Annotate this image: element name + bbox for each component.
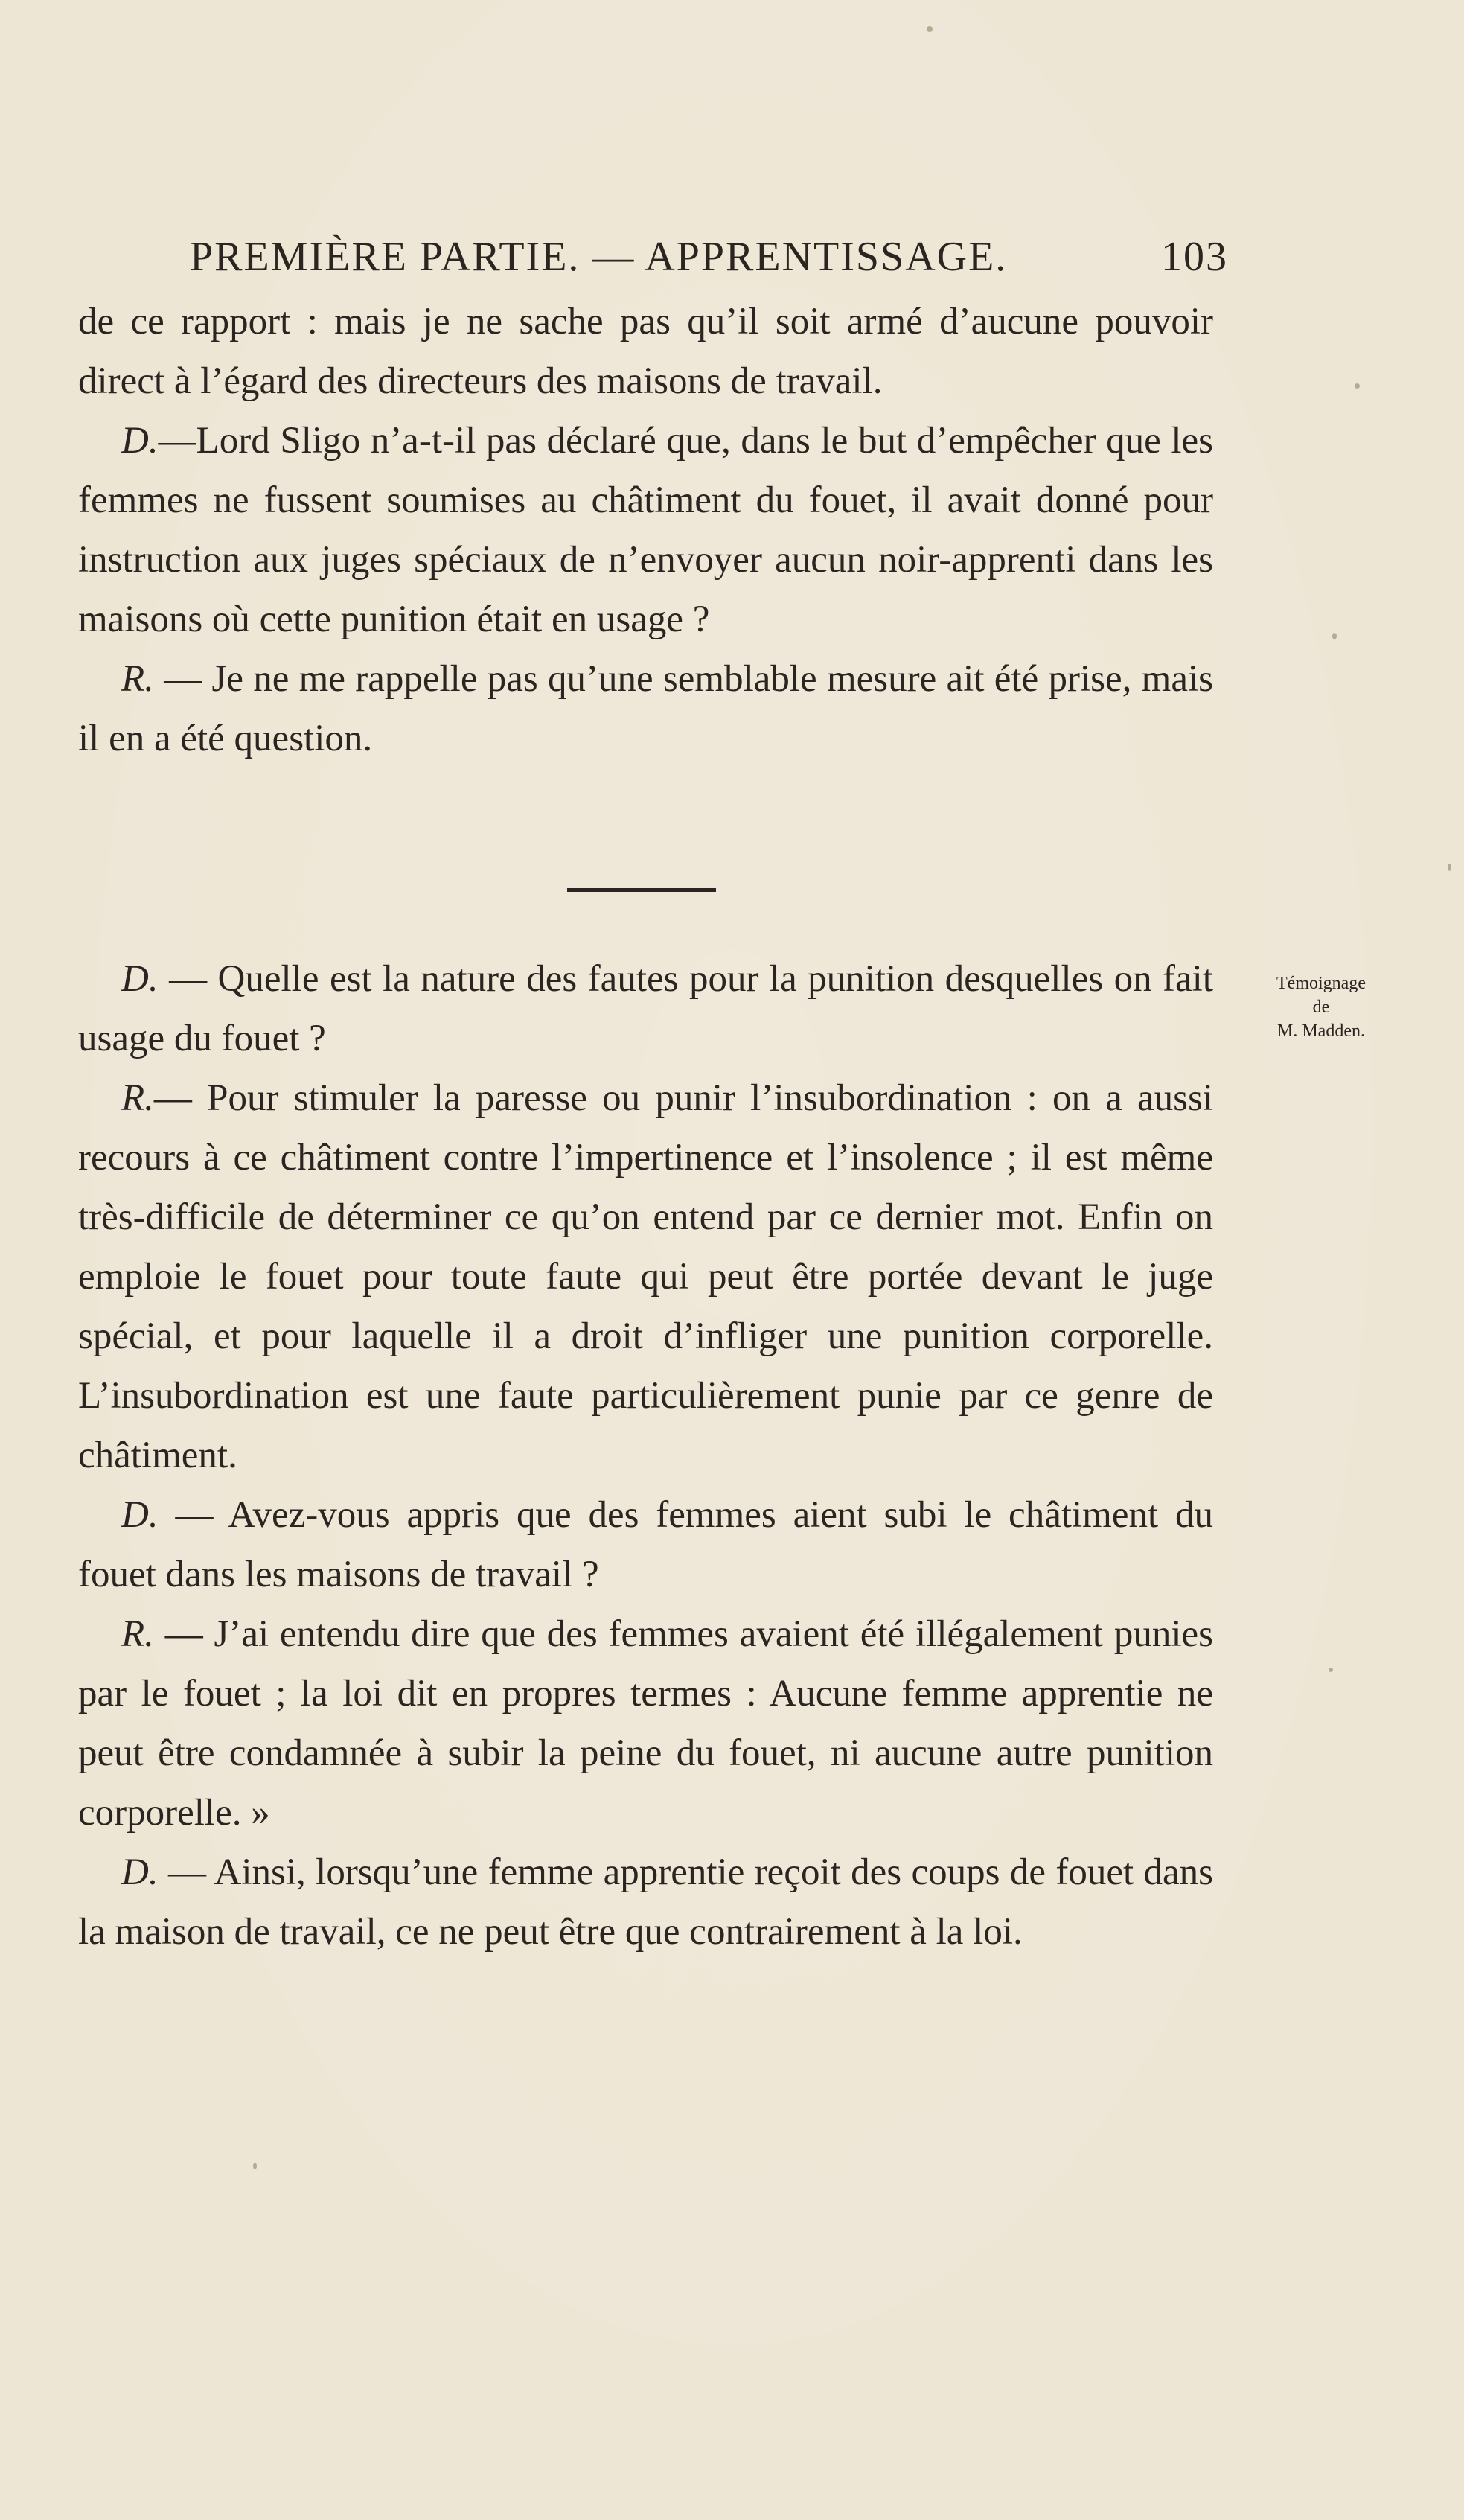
paper-speck xyxy=(1448,864,1451,871)
paragraph xyxy=(78,1843,1213,1962)
paragraph-text: — J’ai entendu dire que des femmes avaient été illégalement punies par le fouet ; la loi dit en propres termes : Aucune femme apprentie ne peut être condamnée à subir la peine du fouet, ni aucune autre punition corporelle. » xyxy=(78,1613,1213,1834)
paper-speck xyxy=(1329,1668,1333,1672)
section-divider xyxy=(567,888,716,892)
paragraph-text: — Je ne me rappelle pas qu’une semblable mesure ait été prise, mais il en a été question. xyxy=(78,658,1213,759)
speaker-label: R. xyxy=(121,1613,154,1655)
paragraph xyxy=(78,1604,1213,1843)
margin-note-line: Témoignage xyxy=(1276,974,1366,993)
paragraph-text: — Quelle est la nature des fautes pour la punition desquelles on fait usage du fouet ? xyxy=(78,958,1213,1059)
speaker-label: R. xyxy=(121,1077,154,1119)
running-head xyxy=(190,227,1228,287)
paragraph xyxy=(78,1485,1213,1604)
speaker-label: R. xyxy=(121,658,154,700)
paragraph-text: — Avez-vous appris que des femmes aient subi le châtiment du fouet dans les maisons de travail ? xyxy=(78,1494,1213,1595)
text-block-bottom xyxy=(78,949,1213,1962)
speaker-label: D. xyxy=(121,1494,159,1536)
running-head-title: PREMIÈRE PARTIE. — APPRENTISSAGE. xyxy=(190,234,1008,280)
speaker-label: D. xyxy=(121,420,159,462)
paragraph xyxy=(78,649,1213,768)
paragraph-text: —Lord Sligo n’a-t-il pas déclaré que, dans le but d’empêcher que les femmes ne fussent soumises au châtiment du fouet, il avait donné pour instruction aux juges spéciaux de n’envoyer aucun noir-apprenti dans les maisons où cette punition était en usage ? xyxy=(78,420,1213,640)
paragraph-text: — Pour stimuler la paresse ou punir l’insubordination : on a aussi recours à ce châtiment contre l’impertinence et l’insolence ; il est même très-difficile de déterminer ce qu’on entend par ce dernier mot. Enfin on emploie le fouet pour toute faute qui peut être portée devant le juge spécial, et pour laquelle il a droit d’infliger une punition corporelle. L’insubordination est une faute particulièrement punie par ce genre de châtiment. xyxy=(78,1077,1213,1476)
page-number: 103 xyxy=(1161,234,1228,280)
paper-speck xyxy=(1332,633,1337,639)
margin-note xyxy=(1239,972,1403,1043)
paragraph-text: — Ainsi, lorsqu’une femme apprentie reçoit des coups de fouet dans la maison de travail, ce ne peut être que contrairement à la loi. xyxy=(78,1851,1213,1953)
speaker-label: D. xyxy=(121,1851,159,1893)
paragraph xyxy=(78,292,1213,411)
speaker-label: D. xyxy=(121,958,159,1000)
margin-note-line: M. Madden. xyxy=(1277,1021,1365,1041)
text-block-top xyxy=(78,292,1213,768)
paragraph-text: de ce rapport : mais je ne sache pas qu’il soit armé d’aucune pouvoir direct à l’égard des directeurs des maisons de travail. xyxy=(78,301,1213,402)
paper-speck xyxy=(253,2163,257,2169)
margin-note-line: de xyxy=(1312,998,1330,1017)
paragraph xyxy=(78,949,1213,1068)
paragraph xyxy=(78,411,1213,649)
paper-speck xyxy=(927,26,933,32)
paragraph xyxy=(78,1068,1213,1485)
paper-speck xyxy=(1355,383,1360,389)
